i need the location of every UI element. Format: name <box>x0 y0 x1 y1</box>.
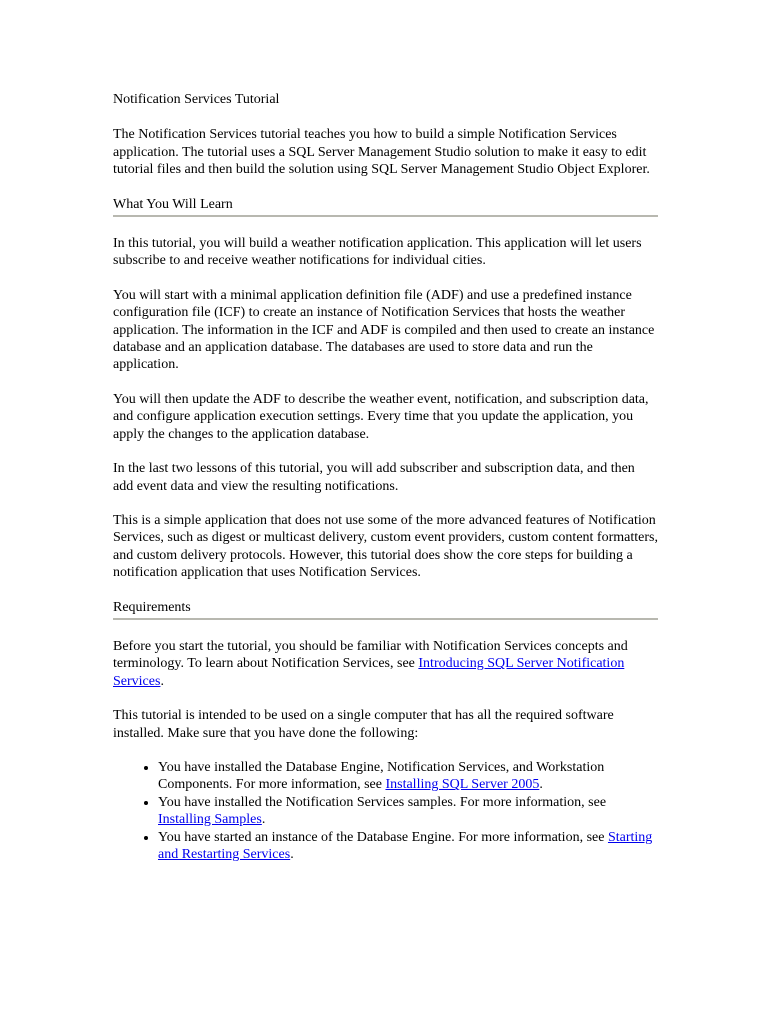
learn-paragraph-4: In the last two lessons of this tutorial, you will add subscriber and subscription data, and then add event data and view the resulting notifications. <box>113 461 635 494</box>
document-title: Notification Services Tutorial <box>113 92 280 107</box>
list-item <box>158 759 658 794</box>
installing-samples-link[interactable]: Installing Samples <box>158 812 262 828</box>
period: . <box>290 847 294 862</box>
starting-restarting-services-link[interactable]: Starting and Restarting Services <box>158 829 653 862</box>
period: . <box>261 812 266 828</box>
learn-paragraph-2: You will start with a minimal application definition file (ADF) and use a predefined instance configuration file (ICF) to create an instance of Notification Services that hosts the weather application. The information in the ICF and ADF is compiled and then used to create an instance database and an application database. The databases are used to store data and run the application. <box>113 287 655 373</box>
intro-paragraph: The Notification Services tutorial teaches you how to build a simple Notification Services application. The tutorial uses a SQL Server Management Studio solution to make it easy to edit tutorial files and then build the solution using SQL Server Management Studio Object Explorer. <box>113 127 650 178</box>
requirements-paragraph-2: This tutorial is intended to be used on a single computer that has all the required software installed. Make sure that you have done the following: <box>113 708 614 741</box>
list-item-text: You have installed the Database Engine, Notification Services, and Workstation Components. For more information, see <box>158 759 605 793</box>
learn-paragraph-3: You will then update the ADF to describe the weather event, notification, and subscription data, and configure application execution settings. Every time that you update the application, you apply the changes to the application database. <box>113 391 649 442</box>
list-item <box>158 829 658 864</box>
requirements-paragraph-1 <box>113 638 658 690</box>
installing-sql-server-link[interactable]: Installing SQL Server 2005 <box>385 777 540 793</box>
section-heading-learn: What You Will Learn <box>113 196 658 217</box>
period: . <box>539 777 543 793</box>
learn-paragraph-1: In this tutorial, you will build a weather notification application. This application will let users subscribe to and receive weather notifications for individual cities. <box>113 236 642 269</box>
list-item-text: You have started an instance of the Database Engine. For more information, see <box>158 829 608 845</box>
period: . <box>160 673 164 689</box>
introducing-sql-server-link[interactable]: Introducing SQL Server Notification Services <box>113 656 625 689</box>
requirements-text: Before you start the tutorial, you should be familiar with Notification Services concepts and terminology. To learn about Notification Services, see <box>113 638 628 672</box>
list-item <box>158 794 658 829</box>
learn-paragraph-5: This is a simple application that does not use some of the more advanced features of Notification Services, such as digest or multicast delivery, custom event providers, custom content formatters, and custom delivery protocols. However, this tutorial does show the core steps for building a notification application that uses Notification Services. <box>113 512 658 581</box>
section-heading-requirements: Requirements <box>113 599 658 620</box>
document-body <box>113 91 658 863</box>
list-item-text: You have installed the Notification Services samples. For more information, see <box>158 794 607 810</box>
requirements-list <box>113 759 658 863</box>
